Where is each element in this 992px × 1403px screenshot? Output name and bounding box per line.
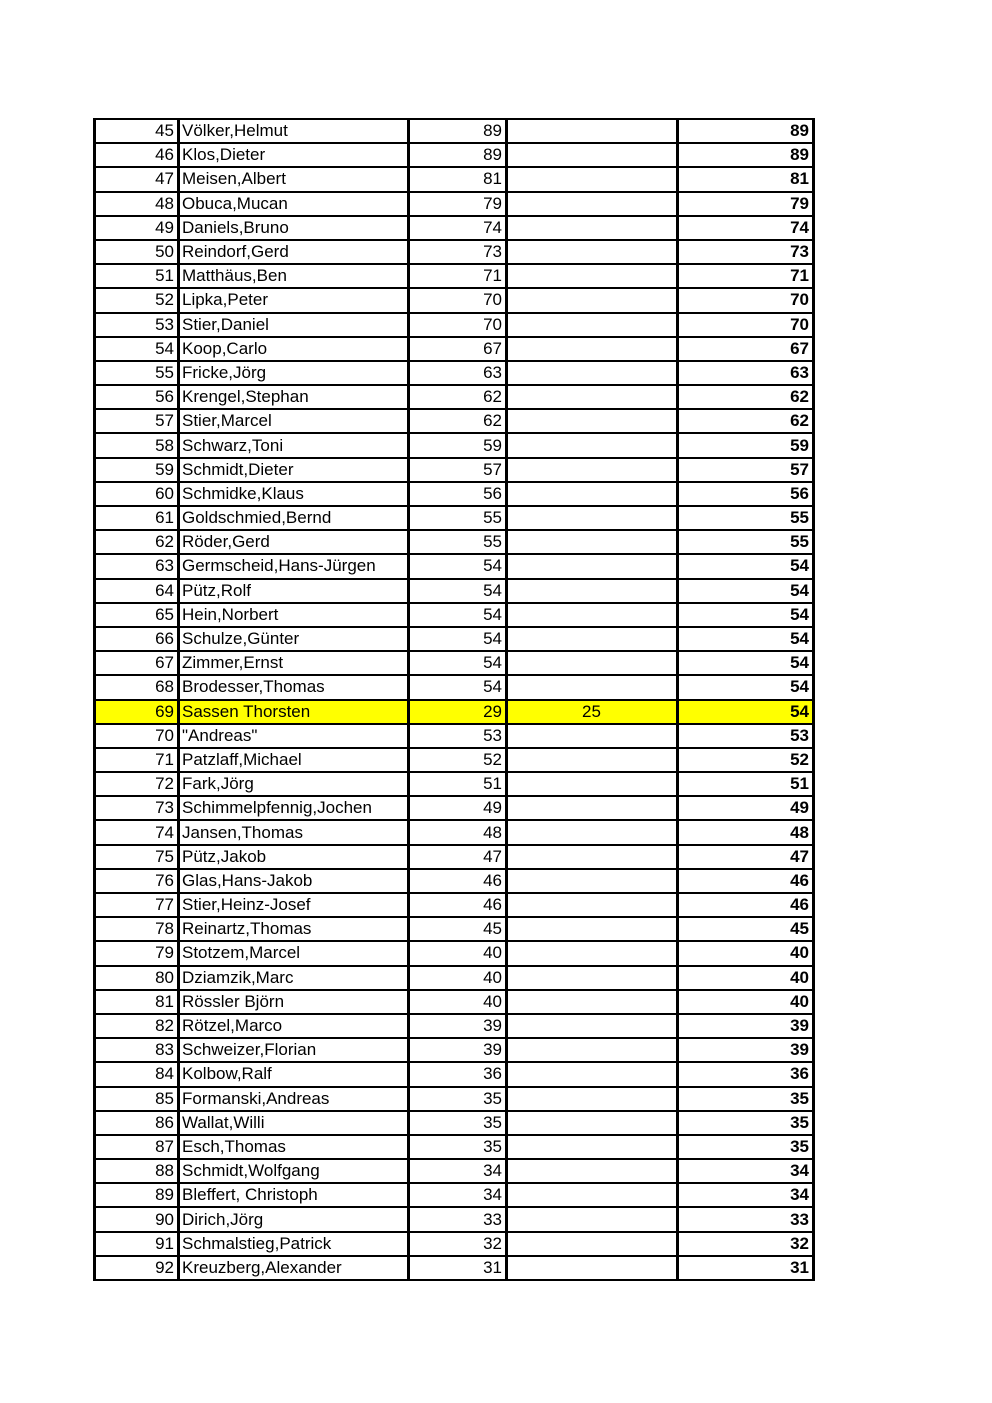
rank-cell: 79 [95, 941, 179, 965]
player-name-cell: Schmidt,Wolfgang [179, 1159, 409, 1183]
rank-cell: 75 [95, 845, 179, 869]
bonus-points-cell [507, 820, 678, 844]
bonus-points-cell [507, 554, 678, 578]
table-row [95, 482, 814, 506]
rank-cell: 52 [95, 288, 179, 312]
table-row [95, 385, 814, 409]
bonus-points-cell [507, 409, 678, 433]
points-cell: 45 [409, 917, 507, 941]
player-name-cell: "Andreas" [179, 724, 409, 748]
table-row [95, 893, 814, 917]
player-name-cell: Wallat,Willi [179, 1111, 409, 1135]
rank-cell: 89 [95, 1183, 179, 1207]
player-name-cell: Goldschmied,Bernd [179, 506, 409, 530]
points-cell: 67 [409, 337, 507, 361]
points-cell: 70 [409, 313, 507, 337]
table-row [95, 675, 814, 699]
rank-cell: 82 [95, 1014, 179, 1038]
total-points-cell: 89 [678, 143, 814, 167]
player-name-cell: Schmidt,Dieter [179, 458, 409, 482]
rank-cell: 57 [95, 409, 179, 433]
player-name-cell: Stier,Heinz-Josef [179, 893, 409, 917]
bonus-points-cell [507, 119, 678, 143]
points-cell: 71 [409, 264, 507, 288]
points-cell: 35 [409, 1111, 507, 1135]
rank-cell: 83 [95, 1038, 179, 1062]
table-row [95, 603, 814, 627]
table-row [95, 990, 814, 1014]
points-cell: 51 [409, 772, 507, 796]
bonus-points-cell [507, 482, 678, 506]
rank-cell: 53 [95, 313, 179, 337]
bonus-points-cell [507, 1232, 678, 1256]
player-name-cell: Glas,Hans-Jakob [179, 869, 409, 893]
bonus-points-cell [507, 240, 678, 264]
total-points-cell: 81 [678, 167, 814, 191]
player-name-cell: Pütz,Jakob [179, 845, 409, 869]
player-name-cell: Dziamzik,Marc [179, 966, 409, 990]
total-points-cell: 79 [678, 192, 814, 216]
bonus-points-cell [507, 651, 678, 675]
rank-cell: 66 [95, 627, 179, 651]
points-cell: 48 [409, 820, 507, 844]
points-cell: 62 [409, 409, 507, 433]
table-row [95, 1038, 814, 1062]
rank-cell: 65 [95, 603, 179, 627]
total-points-cell: 32 [678, 1232, 814, 1256]
total-points-cell: 31 [678, 1256, 814, 1280]
total-points-cell: 57 [678, 458, 814, 482]
rank-cell: 81 [95, 990, 179, 1014]
points-cell: 46 [409, 893, 507, 917]
table-row [95, 216, 814, 240]
bonus-points-cell [507, 990, 678, 1014]
total-points-cell: 40 [678, 966, 814, 990]
points-cell: 54 [409, 675, 507, 699]
table-row [95, 1159, 814, 1183]
table-row [95, 917, 814, 941]
bonus-points-cell [507, 1111, 678, 1135]
bonus-points-cell [507, 579, 678, 603]
table-row [95, 1087, 814, 1111]
points-cell: 54 [409, 603, 507, 627]
table-row [95, 530, 814, 554]
total-points-cell: 46 [678, 869, 814, 893]
table-row [95, 1207, 814, 1231]
total-points-cell: 67 [678, 337, 814, 361]
total-points-cell: 46 [678, 893, 814, 917]
table-row [95, 1256, 814, 1280]
points-cell: 55 [409, 530, 507, 554]
bonus-points-cell [507, 506, 678, 530]
total-points-cell: 62 [678, 409, 814, 433]
ranking-table [93, 118, 815, 1281]
total-points-cell: 48 [678, 820, 814, 844]
total-points-cell: 59 [678, 433, 814, 457]
points-cell: 56 [409, 482, 507, 506]
bonus-points-cell [507, 458, 678, 482]
table-row [95, 337, 814, 361]
table-row [95, 167, 814, 191]
bonus-points-cell [507, 917, 678, 941]
total-points-cell: 45 [678, 917, 814, 941]
rank-cell: 45 [95, 119, 179, 143]
rank-cell: 55 [95, 361, 179, 385]
total-points-cell: 62 [678, 385, 814, 409]
points-cell: 35 [409, 1135, 507, 1159]
points-cell: 52 [409, 748, 507, 772]
table-row [95, 941, 814, 965]
bonus-points-cell [507, 361, 678, 385]
total-points-cell: 89 [678, 119, 814, 143]
player-name-cell: Schmalstieg,Patrick [179, 1232, 409, 1256]
total-points-cell: 51 [678, 772, 814, 796]
rank-cell: 49 [95, 216, 179, 240]
player-name-cell: Krengel,Stephan [179, 385, 409, 409]
points-cell: 40 [409, 941, 507, 965]
table-row [95, 433, 814, 457]
total-points-cell: 34 [678, 1183, 814, 1207]
table-row [95, 1062, 814, 1086]
bonus-points-cell: 25 [507, 700, 678, 724]
rank-cell: 84 [95, 1062, 179, 1086]
total-points-cell: 40 [678, 941, 814, 965]
rank-cell: 58 [95, 433, 179, 457]
table-row [95, 700, 814, 724]
bonus-points-cell [507, 603, 678, 627]
points-cell: 32 [409, 1232, 507, 1256]
rank-cell: 68 [95, 675, 179, 699]
bonus-points-cell [507, 1135, 678, 1159]
total-points-cell: 39 [678, 1014, 814, 1038]
table-row [95, 554, 814, 578]
player-name-cell: Hein,Norbert [179, 603, 409, 627]
points-cell: 29 [409, 700, 507, 724]
points-cell: 39 [409, 1014, 507, 1038]
player-name-cell: Matthäus,Ben [179, 264, 409, 288]
points-cell: 53 [409, 724, 507, 748]
points-cell: 74 [409, 216, 507, 240]
rank-cell: 67 [95, 651, 179, 675]
points-cell: 40 [409, 990, 507, 1014]
rank-cell: 47 [95, 167, 179, 191]
player-name-cell: Daniels,Bruno [179, 216, 409, 240]
table-row [95, 192, 814, 216]
points-cell: 89 [409, 119, 507, 143]
bonus-points-cell [507, 772, 678, 796]
points-cell: 49 [409, 796, 507, 820]
rank-cell: 72 [95, 772, 179, 796]
rank-cell: 54 [95, 337, 179, 361]
bonus-points-cell [507, 724, 678, 748]
table-row [95, 796, 814, 820]
table-row [95, 966, 814, 990]
table-row [95, 1183, 814, 1207]
player-name-cell: Schmidke,Klaus [179, 482, 409, 506]
bonus-points-cell [507, 675, 678, 699]
points-cell: 47 [409, 845, 507, 869]
points-cell: 63 [409, 361, 507, 385]
rank-cell: 91 [95, 1232, 179, 1256]
ranking-table-body [95, 119, 814, 1280]
points-cell: 46 [409, 869, 507, 893]
player-name-cell: Reinartz,Thomas [179, 917, 409, 941]
rank-cell: 59 [95, 458, 179, 482]
rank-cell: 70 [95, 724, 179, 748]
rank-cell: 61 [95, 506, 179, 530]
total-points-cell: 35 [678, 1135, 814, 1159]
rank-cell: 60 [95, 482, 179, 506]
player-name-cell: Koop,Carlo [179, 337, 409, 361]
total-points-cell: 49 [678, 796, 814, 820]
total-points-cell: 73 [678, 240, 814, 264]
points-cell: 35 [409, 1087, 507, 1111]
rank-cell: 74 [95, 820, 179, 844]
rank-cell: 51 [95, 264, 179, 288]
total-points-cell: 47 [678, 845, 814, 869]
player-name-cell: Stier,Daniel [179, 313, 409, 337]
table-row [95, 119, 814, 143]
total-points-cell: 53 [678, 724, 814, 748]
bonus-points-cell [507, 869, 678, 893]
bonus-points-cell [507, 941, 678, 965]
player-name-cell: Stier,Marcel [179, 409, 409, 433]
total-points-cell: 54 [678, 554, 814, 578]
player-name-cell: Obuca,Mucan [179, 192, 409, 216]
rank-cell: 78 [95, 917, 179, 941]
points-cell: 54 [409, 579, 507, 603]
table-row [95, 869, 814, 893]
table-row [95, 724, 814, 748]
points-cell: 40 [409, 966, 507, 990]
player-name-cell: Schimmelpfennig,Jochen [179, 796, 409, 820]
player-name-cell: Zimmer,Ernst [179, 651, 409, 675]
bonus-points-cell [507, 1256, 678, 1280]
points-cell: 39 [409, 1038, 507, 1062]
bonus-points-cell [507, 1038, 678, 1062]
player-name-cell: Bleffert, Christoph [179, 1183, 409, 1207]
rank-cell: 50 [95, 240, 179, 264]
player-name-cell: Fark,Jörg [179, 772, 409, 796]
table-row [95, 313, 814, 337]
table-row [95, 651, 814, 675]
bonus-points-cell [507, 1062, 678, 1086]
bonus-points-cell [507, 1014, 678, 1038]
bonus-points-cell [507, 385, 678, 409]
player-name-cell: Kolbow,Ralf [179, 1062, 409, 1086]
rank-cell: 73 [95, 796, 179, 820]
player-name-cell: Brodesser,Thomas [179, 675, 409, 699]
bonus-points-cell [507, 1183, 678, 1207]
total-points-cell: 54 [678, 579, 814, 603]
points-cell: 59 [409, 433, 507, 457]
rank-cell: 56 [95, 385, 179, 409]
points-cell: 79 [409, 192, 507, 216]
points-cell: 81 [409, 167, 507, 191]
bonus-points-cell [507, 337, 678, 361]
points-cell: 55 [409, 506, 507, 530]
table-row [95, 1135, 814, 1159]
total-points-cell: 39 [678, 1038, 814, 1062]
player-name-cell: Stotzem,Marcel [179, 941, 409, 965]
player-name-cell: Formanski,Andreas [179, 1087, 409, 1111]
total-points-cell: 71 [678, 264, 814, 288]
total-points-cell: 54 [678, 627, 814, 651]
table-row [95, 143, 814, 167]
table-row [95, 361, 814, 385]
rank-cell: 86 [95, 1111, 179, 1135]
player-name-cell: Esch,Thomas [179, 1135, 409, 1159]
rank-cell: 71 [95, 748, 179, 772]
player-name-cell: Kreuzberg,Alexander [179, 1256, 409, 1280]
bonus-points-cell [507, 748, 678, 772]
rank-cell: 48 [95, 192, 179, 216]
player-name-cell: Schweizer,Florian [179, 1038, 409, 1062]
points-cell: 31 [409, 1256, 507, 1280]
total-points-cell: 54 [678, 651, 814, 675]
player-name-cell: Meisen,Albert [179, 167, 409, 191]
total-points-cell: 35 [678, 1111, 814, 1135]
points-cell: 57 [409, 458, 507, 482]
rank-cell: 90 [95, 1207, 179, 1231]
table-row [95, 458, 814, 482]
player-name-cell: Fricke,Jörg [179, 361, 409, 385]
table-row [95, 748, 814, 772]
rank-cell: 88 [95, 1159, 179, 1183]
points-cell: 54 [409, 627, 507, 651]
bonus-points-cell [507, 627, 678, 651]
bonus-points-cell [507, 1207, 678, 1231]
player-name-cell: Lipka,Peter [179, 288, 409, 312]
player-name-cell: Sassen Thorsten [179, 700, 409, 724]
points-cell: 34 [409, 1159, 507, 1183]
points-cell: 70 [409, 288, 507, 312]
total-points-cell: 54 [678, 700, 814, 724]
total-points-cell: 54 [678, 603, 814, 627]
rank-cell: 92 [95, 1256, 179, 1280]
player-name-cell: Germscheid,Hans-Jürgen [179, 554, 409, 578]
table-row [95, 1111, 814, 1135]
total-points-cell: 56 [678, 482, 814, 506]
total-points-cell: 70 [678, 313, 814, 337]
rank-cell: 85 [95, 1087, 179, 1111]
player-name-cell: Dirich,Jörg [179, 1207, 409, 1231]
player-name-cell: Reindorf,Gerd [179, 240, 409, 264]
rank-cell: 80 [95, 966, 179, 990]
player-name-cell: Völker,Helmut [179, 119, 409, 143]
bonus-points-cell [507, 288, 678, 312]
total-points-cell: 34 [678, 1159, 814, 1183]
bonus-points-cell [507, 893, 678, 917]
points-cell: 62 [409, 385, 507, 409]
rank-cell: 62 [95, 530, 179, 554]
bonus-points-cell [507, 192, 678, 216]
rank-cell: 63 [95, 554, 179, 578]
total-points-cell: 74 [678, 216, 814, 240]
points-cell: 73 [409, 240, 507, 264]
total-points-cell: 70 [678, 288, 814, 312]
bonus-points-cell [507, 143, 678, 167]
bonus-points-cell [507, 264, 678, 288]
points-cell: 33 [409, 1207, 507, 1231]
table-row [95, 240, 814, 264]
points-cell: 36 [409, 1062, 507, 1086]
total-points-cell: 35 [678, 1087, 814, 1111]
bonus-points-cell [507, 167, 678, 191]
bonus-points-cell [507, 966, 678, 990]
rank-cell: 87 [95, 1135, 179, 1159]
table-row [95, 579, 814, 603]
bonus-points-cell [507, 216, 678, 240]
bonus-points-cell [507, 313, 678, 337]
total-points-cell: 40 [678, 990, 814, 1014]
player-name-cell: Klos,Dieter [179, 143, 409, 167]
bonus-points-cell [507, 530, 678, 554]
rank-cell: 69 [95, 700, 179, 724]
table-row [95, 820, 814, 844]
total-points-cell: 55 [678, 530, 814, 554]
total-points-cell: 52 [678, 748, 814, 772]
bonus-points-cell [507, 1087, 678, 1111]
table-row [95, 1014, 814, 1038]
player-name-cell: Röder,Gerd [179, 530, 409, 554]
points-cell: 89 [409, 143, 507, 167]
player-name-cell: Pütz,Rolf [179, 579, 409, 603]
rank-cell: 76 [95, 869, 179, 893]
bonus-points-cell [507, 796, 678, 820]
table-row [95, 288, 814, 312]
table-row [95, 264, 814, 288]
player-name-cell: Jansen,Thomas [179, 820, 409, 844]
rank-cell: 46 [95, 143, 179, 167]
points-cell: 54 [409, 554, 507, 578]
total-points-cell: 54 [678, 675, 814, 699]
points-cell: 34 [409, 1183, 507, 1207]
points-cell: 54 [409, 651, 507, 675]
player-name-cell: Rössler Björn [179, 990, 409, 1014]
player-name-cell: Rötzel,Marco [179, 1014, 409, 1038]
table-row [95, 409, 814, 433]
player-name-cell: Patzlaff,Michael [179, 748, 409, 772]
table-row [95, 772, 814, 796]
table-row [95, 627, 814, 651]
total-points-cell: 36 [678, 1062, 814, 1086]
player-name-cell: Schulze,Günter [179, 627, 409, 651]
total-points-cell: 33 [678, 1207, 814, 1231]
player-name-cell: Schwarz,Toni [179, 433, 409, 457]
rank-cell: 64 [95, 579, 179, 603]
table-row [95, 845, 814, 869]
total-points-cell: 55 [678, 506, 814, 530]
bonus-points-cell [507, 433, 678, 457]
rank-cell: 77 [95, 893, 179, 917]
table-row [95, 1232, 814, 1256]
bonus-points-cell [507, 845, 678, 869]
total-points-cell: 63 [678, 361, 814, 385]
table-row [95, 506, 814, 530]
bonus-points-cell [507, 1159, 678, 1183]
